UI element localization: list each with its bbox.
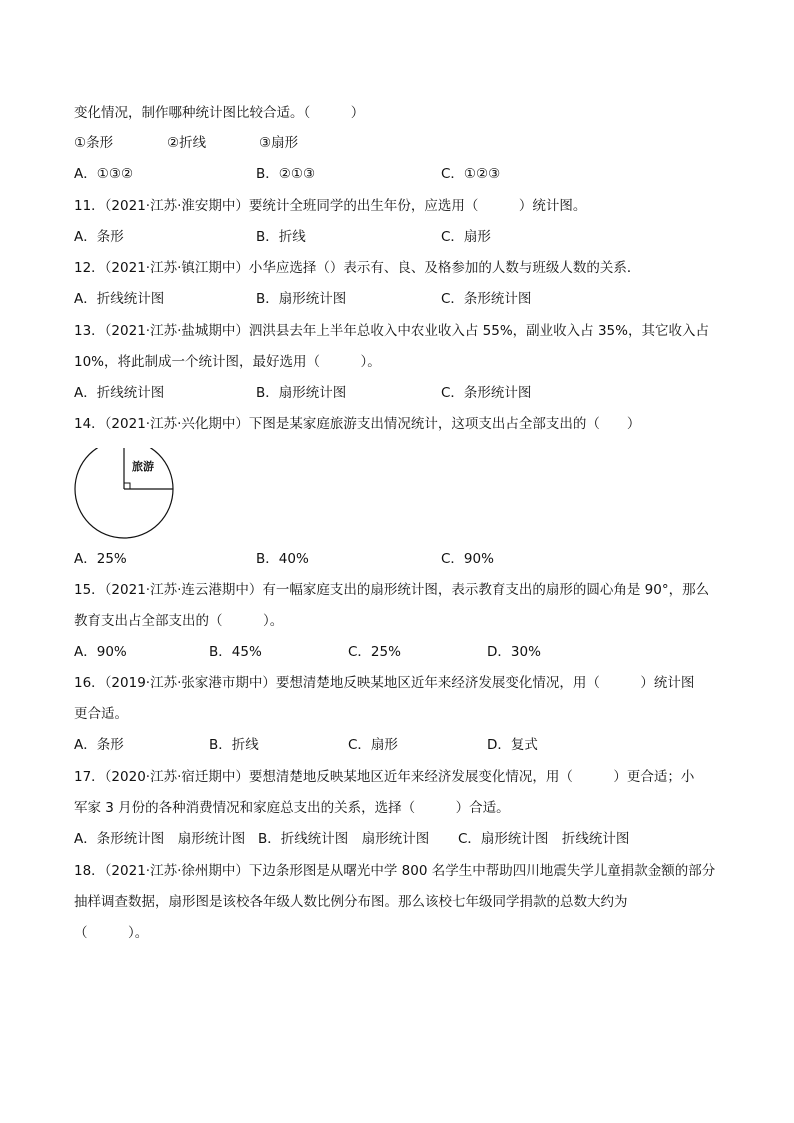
q12-option-a[interactable]: A．折线统计图	[74, 291, 165, 307]
q10-stem: 变化情况，制作哪种统计图比较合适。（ ）	[74, 105, 365, 121]
q15-option-c[interactable]: C．25%	[348, 644, 401, 660]
q13-stem-line-2: 10%，将此制成一个统计图，最好选用（ ）。	[74, 354, 381, 370]
q10-choice-2: ②折线	[167, 135, 207, 151]
pie-label-travel: 旅游	[132, 460, 154, 473]
q15-option-a[interactable]: A．90%	[74, 644, 127, 660]
q10-option-c[interactable]: C．①②③	[441, 166, 501, 182]
q15-option-b[interactable]: B．45%	[209, 644, 262, 660]
q11-option-a[interactable]: A．条形	[74, 229, 124, 245]
q17-option-b[interactable]: B．折线统计图 扇形统计图	[258, 831, 430, 847]
q12-stem: 12．（2021·江苏·镇江期中）小华应选择（）表示有、良、及格参加的人数与班级人数的关系．	[74, 260, 641, 276]
q14-option-a[interactable]: A．25%	[74, 551, 127, 567]
q10-choice-1: ①条形	[74, 135, 114, 151]
q15-stem-line-1: 15．（2021·江苏·连云港期中）有一幅家庭支出的扇形统计图，表示教育支出的扇形的圆心角是 90°，那么	[74, 582, 710, 598]
q17-option-c[interactable]: C．扇形统计图 折线统计图	[458, 831, 630, 847]
q15-option-d[interactable]: D．30%	[487, 644, 541, 660]
q14-pie-figure	[72, 448, 182, 542]
q18-stem-line-1: 18．（2021·江苏·徐州期中）下边条形图是从曙光中学 800 名学生中帮助四川地震失学儿童捐款金额的部分	[74, 863, 716, 879]
q12-option-c[interactable]: C．条形统计图	[441, 291, 532, 307]
q16-option-b[interactable]: B．折线	[209, 737, 259, 753]
right-angle-marker	[124, 483, 130, 489]
q12-option-b[interactable]: B．扇形统计图	[256, 291, 347, 307]
q16-stem-line-1: 16．（2019·江苏·张家港市期中）要想清楚地反映某地区近年来经济发展变化情况，用（ ）统计图	[74, 675, 695, 691]
q10-choice-3: ③扇形	[259, 135, 299, 151]
q18-stem-line-2: 抽样调查数据，扇形图是该校各年级人数比例分布图。那么该校七年级同学捐款的总数大约为	[74, 894, 628, 910]
q10-option-a[interactable]: A．①③②	[74, 166, 134, 182]
q16-option-a[interactable]: A．条形	[74, 737, 124, 753]
q17-stem-line-1: 17．（2020·江苏·宿迁期中）要想清楚地反映某地区近年来经济发展变化情况，用（ ）更合适；小	[74, 769, 695, 785]
q16-option-c[interactable]: C．扇形	[348, 737, 398, 753]
q11-option-b[interactable]: B．折线	[256, 229, 306, 245]
q16-stem-line-2: 更合适。	[74, 706, 128, 722]
q11-stem: 11．（2021·江苏·淮安期中）要统计全班同学的出生年份，应选用（ ）统计图。	[74, 198, 587, 214]
q13-option-b[interactable]: B．扇形统计图	[256, 385, 347, 401]
q13-option-a[interactable]: A．折线统计图	[74, 385, 165, 401]
q14-option-c[interactable]: C．90%	[441, 551, 494, 567]
q10-option-b[interactable]: B．②①③	[256, 166, 316, 182]
q13-option-c[interactable]: C．条形统计图	[441, 385, 532, 401]
q16-option-d[interactable]: D．复式	[487, 737, 538, 753]
q11-option-c[interactable]: C．扇形	[441, 229, 491, 245]
q13-stem-line-1: 13．（2021·江苏·盐城期中）泗洪县去年上半年总收入中农业收入占 55%，副业收入占 35%，其它收入占	[74, 323, 709, 339]
q14-option-b[interactable]: B．40%	[256, 551, 309, 567]
q15-stem-line-2: 教育支出占全部支出的（ ）。	[74, 613, 284, 629]
q17-option-a[interactable]: A．条形统计图 扇形统计图	[74, 831, 246, 847]
q17-stem-line-2: 军家 3 月份的各种消费情况和家庭总支出的关系，选择（ ）合适。	[74, 800, 510, 816]
q14-stem: 14．（2021·江苏·兴化期中）下图是某家庭旅游支出情况统计，这项支出占全部支出的（ ）	[74, 416, 641, 432]
q18-stem-line-3: （ ）。	[74, 925, 149, 941]
